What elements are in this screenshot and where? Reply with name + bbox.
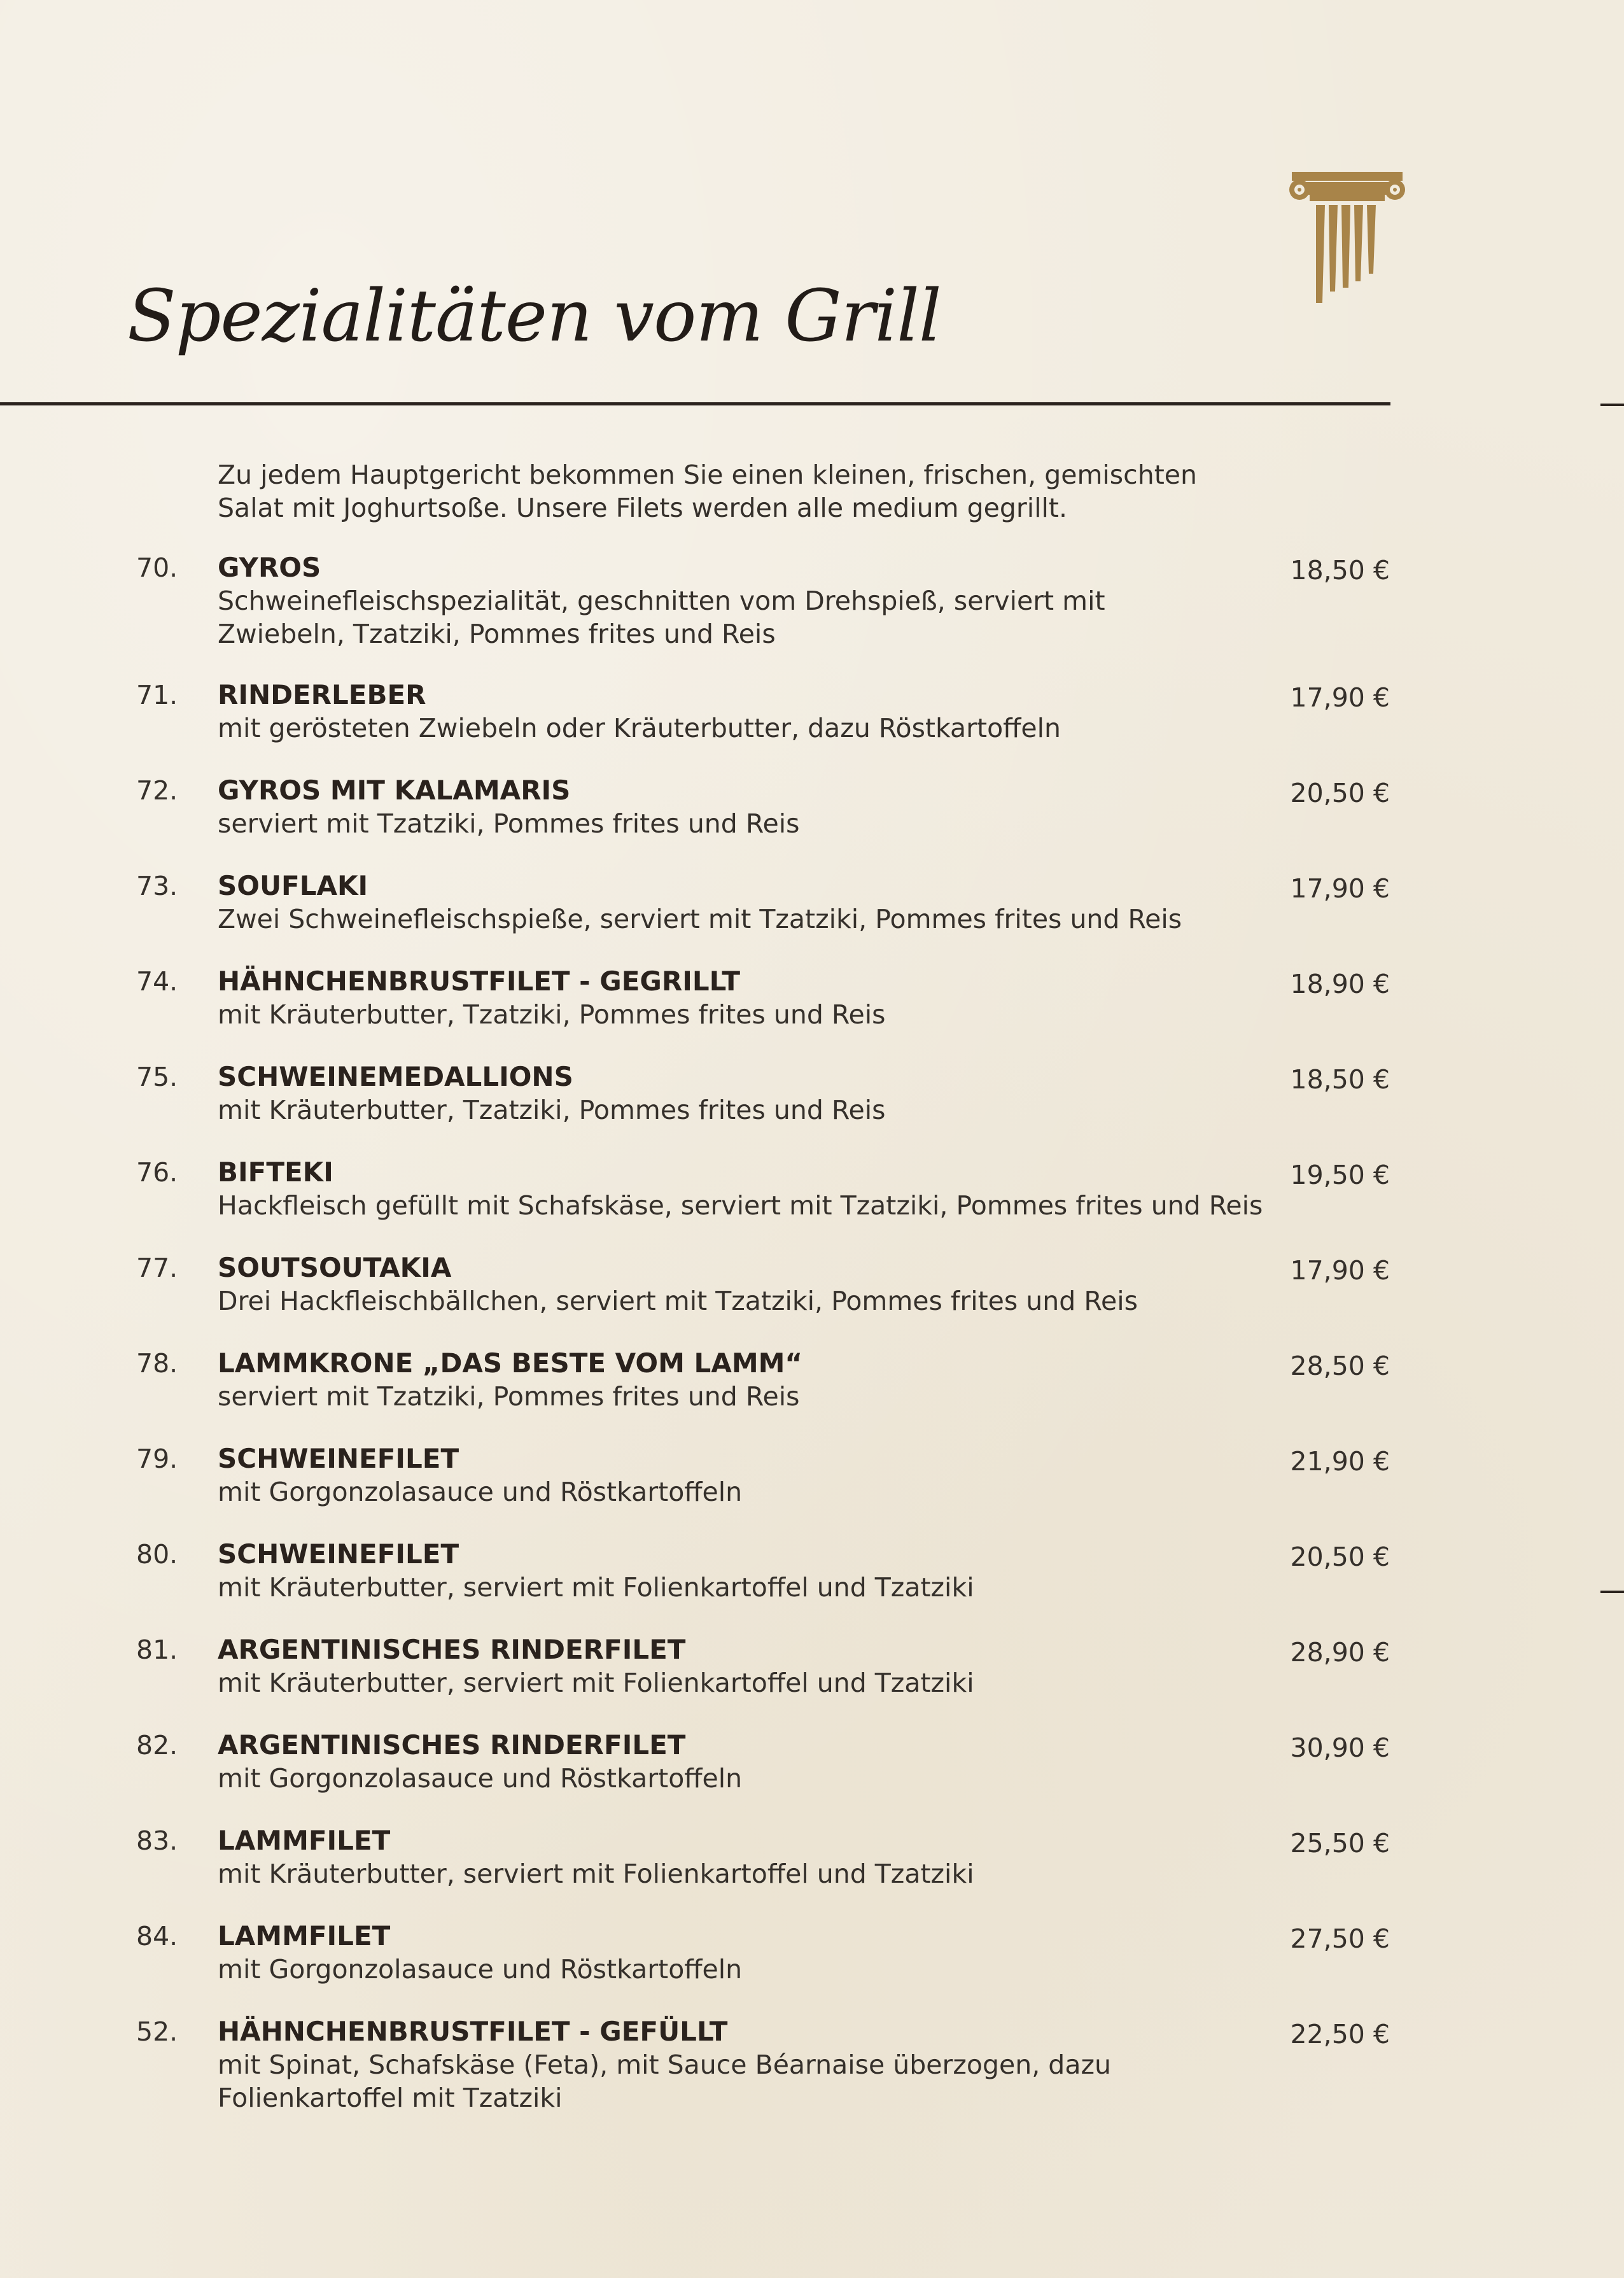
item-name: LAMMFILET — [218, 1920, 391, 1951]
item-description — [218, 1762, 1338, 1795]
item-description-line: Drei Hackfleischbällchen, serviert mit Tzatziki, Pommes frites und Reis — [218, 1286, 1138, 1316]
item-number: 75. — [136, 1062, 178, 1092]
item-description — [218, 584, 1338, 650]
item-description — [218, 903, 1338, 936]
item-price: 18,50 € — [1290, 555, 1390, 586]
item-description-line: mit Gorgonzolasauce und Röstkartoffeln — [218, 1763, 743, 1794]
intro-line: Salat mit Joghurtsoße. Unsere Filets werden alle medium gegrillt. — [218, 493, 1068, 523]
item-number: 52. — [136, 2016, 178, 2047]
item-description — [218, 712, 1338, 745]
item-number: 73. — [136, 871, 178, 901]
margin-tick — [1600, 404, 1624, 406]
item-price: 27,50 € — [1290, 1923, 1390, 1954]
item-number: 84. — [136, 1921, 178, 1951]
item-description — [218, 998, 1338, 1031]
item-price: 20,50 € — [1290, 1542, 1390, 1572]
item-description-line: serviert mit Tzatziki, Pommes frites und Reis — [218, 808, 800, 839]
item-description-line: serviert mit Tzatziki, Pommes frites und Reis — [218, 1381, 800, 1412]
item-name: HÄHNCHENBRUSTFILET - GEGRILLT — [218, 966, 741, 997]
item-price: 17,90 € — [1290, 682, 1390, 713]
item-description — [218, 2048, 1338, 2114]
item-description — [218, 1284, 1338, 1318]
greek-column-icon — [1288, 167, 1406, 308]
item-number: 74. — [136, 966, 178, 997]
intro-line: Zu jedem Hauptgericht bekommen Sie einen kleinen, frischen, gemischten — [218, 460, 1197, 490]
item-description-line: mit Kräuterbutter, Tzatziki, Pommes frites und Reis — [218, 1095, 886, 1125]
item-name: HÄHNCHENBRUSTFILET - GEFÜLLT — [218, 2016, 728, 2047]
title-divider — [0, 402, 1390, 405]
item-description — [218, 1189, 1338, 1222]
item-price: 18,90 € — [1290, 969, 1390, 999]
item-number: 76. — [136, 1157, 178, 1188]
item-description — [218, 1475, 1338, 1508]
item-number: 82. — [136, 1730, 178, 1761]
item-description-line: mit Kräuterbutter, serviert mit Folienkartoffel und Tzatziki — [218, 1668, 974, 1698]
item-name: SCHWEINEFILET — [218, 1538, 459, 1570]
item-description — [218, 1380, 1338, 1413]
item-price: 28,90 € — [1290, 1637, 1390, 1668]
item-description-line: mit Gorgonzolasauce und Röstkartoffeln — [218, 1477, 743, 1507]
item-number: 70. — [136, 552, 178, 583]
item-number: 80. — [136, 1539, 178, 1570]
item-description — [218, 1666, 1338, 1699]
item-number: 71. — [136, 680, 178, 710]
item-description — [218, 1093, 1338, 1127]
item-price: 22,50 € — [1290, 2019, 1390, 2049]
item-price: 20,50 € — [1290, 778, 1390, 808]
item-name: SCHWEINEFILET — [218, 1443, 459, 1474]
item-description — [218, 1857, 1338, 1890]
item-price: 28,50 € — [1290, 1351, 1390, 1381]
item-name: RINDERLEBER — [218, 679, 426, 710]
item-name: GYROS MIT KALAMARIS — [218, 775, 571, 806]
item-number: 77. — [136, 1253, 178, 1283]
item-description-line: mit Kräuterbutter, Tzatziki, Pommes frites und Reis — [218, 999, 886, 1030]
item-description-line: mit Gorgonzolasauce und Röstkartoffeln — [218, 1954, 743, 1985]
item-name: ARGENTINISCHES RINDERFILET — [218, 1634, 686, 1665]
item-name: SOUFLAKI — [218, 870, 368, 901]
item-description-line: Zwei Schweinefleischspieße, serviert mit Tzatziki, Pommes frites und Reis — [218, 904, 1182, 934]
intro-text — [218, 458, 1299, 524]
page-title: Spezialitäten vom Grill — [127, 275, 941, 358]
item-name: SCHWEINEMEDALLIONS — [218, 1061, 573, 1092]
item-description — [218, 1953, 1338, 1986]
item-name: GYROS — [218, 552, 321, 583]
item-price: 30,90 € — [1290, 1733, 1390, 1763]
item-price: 19,50 € — [1290, 1160, 1390, 1190]
item-name: SOUTSOUTAKIA — [218, 1252, 452, 1283]
item-number: 78. — [136, 1348, 178, 1379]
item-description-line: mit Spinat, Schafskäse (Feta), mit Sauce Béarnaise überzogen, dazu — [218, 2049, 1111, 2080]
item-number: 72. — [136, 775, 178, 806]
item-name: ARGENTINISCHES RINDERFILET — [218, 1729, 686, 1761]
item-price: 25,50 € — [1290, 1828, 1390, 1859]
item-description-line: mit gerösteten Zwiebeln oder Kräuterbutter, dazu Röstkartoffeln — [218, 713, 1061, 743]
item-number: 79. — [136, 1444, 178, 1474]
item-number: 83. — [136, 1825, 178, 1856]
item-price: 17,90 € — [1290, 873, 1390, 904]
item-price: 17,90 € — [1290, 1255, 1390, 1286]
item-price: 18,50 € — [1290, 1064, 1390, 1095]
item-description-line: Hackfleisch gefüllt mit Schafskäse, serviert mit Tzatziki, Pommes frites und Reis — [218, 1190, 1263, 1221]
item-description — [218, 807, 1338, 840]
item-description-line: mit Kräuterbutter, serviert mit Folienkartoffel und Tzatziki — [218, 1572, 974, 1603]
item-description-line: Schweinefleischspezialität, geschnitten vom Drehspieß, serviert mit — [218, 586, 1105, 616]
item-name: LAMMFILET — [218, 1825, 391, 1856]
item-description-line: mit Kräuterbutter, serviert mit Folienkartoffel und Tzatziki — [218, 1859, 974, 1889]
item-name: BIFTEKI — [218, 1157, 333, 1188]
margin-tick — [1600, 1591, 1624, 1593]
item-description-line: Zwiebeln, Tzatziki, Pommes frites und Reis — [218, 619, 776, 649]
item-name: LAMMKRONE „DAS BESTE VOM LAMM“ — [218, 1347, 803, 1379]
item-description-line: Folienkartoffel mit Tzatziki — [218, 2083, 563, 2113]
item-price: 21,90 € — [1290, 1446, 1390, 1477]
item-number: 81. — [136, 1635, 178, 1665]
item-description — [218, 1571, 1338, 1604]
